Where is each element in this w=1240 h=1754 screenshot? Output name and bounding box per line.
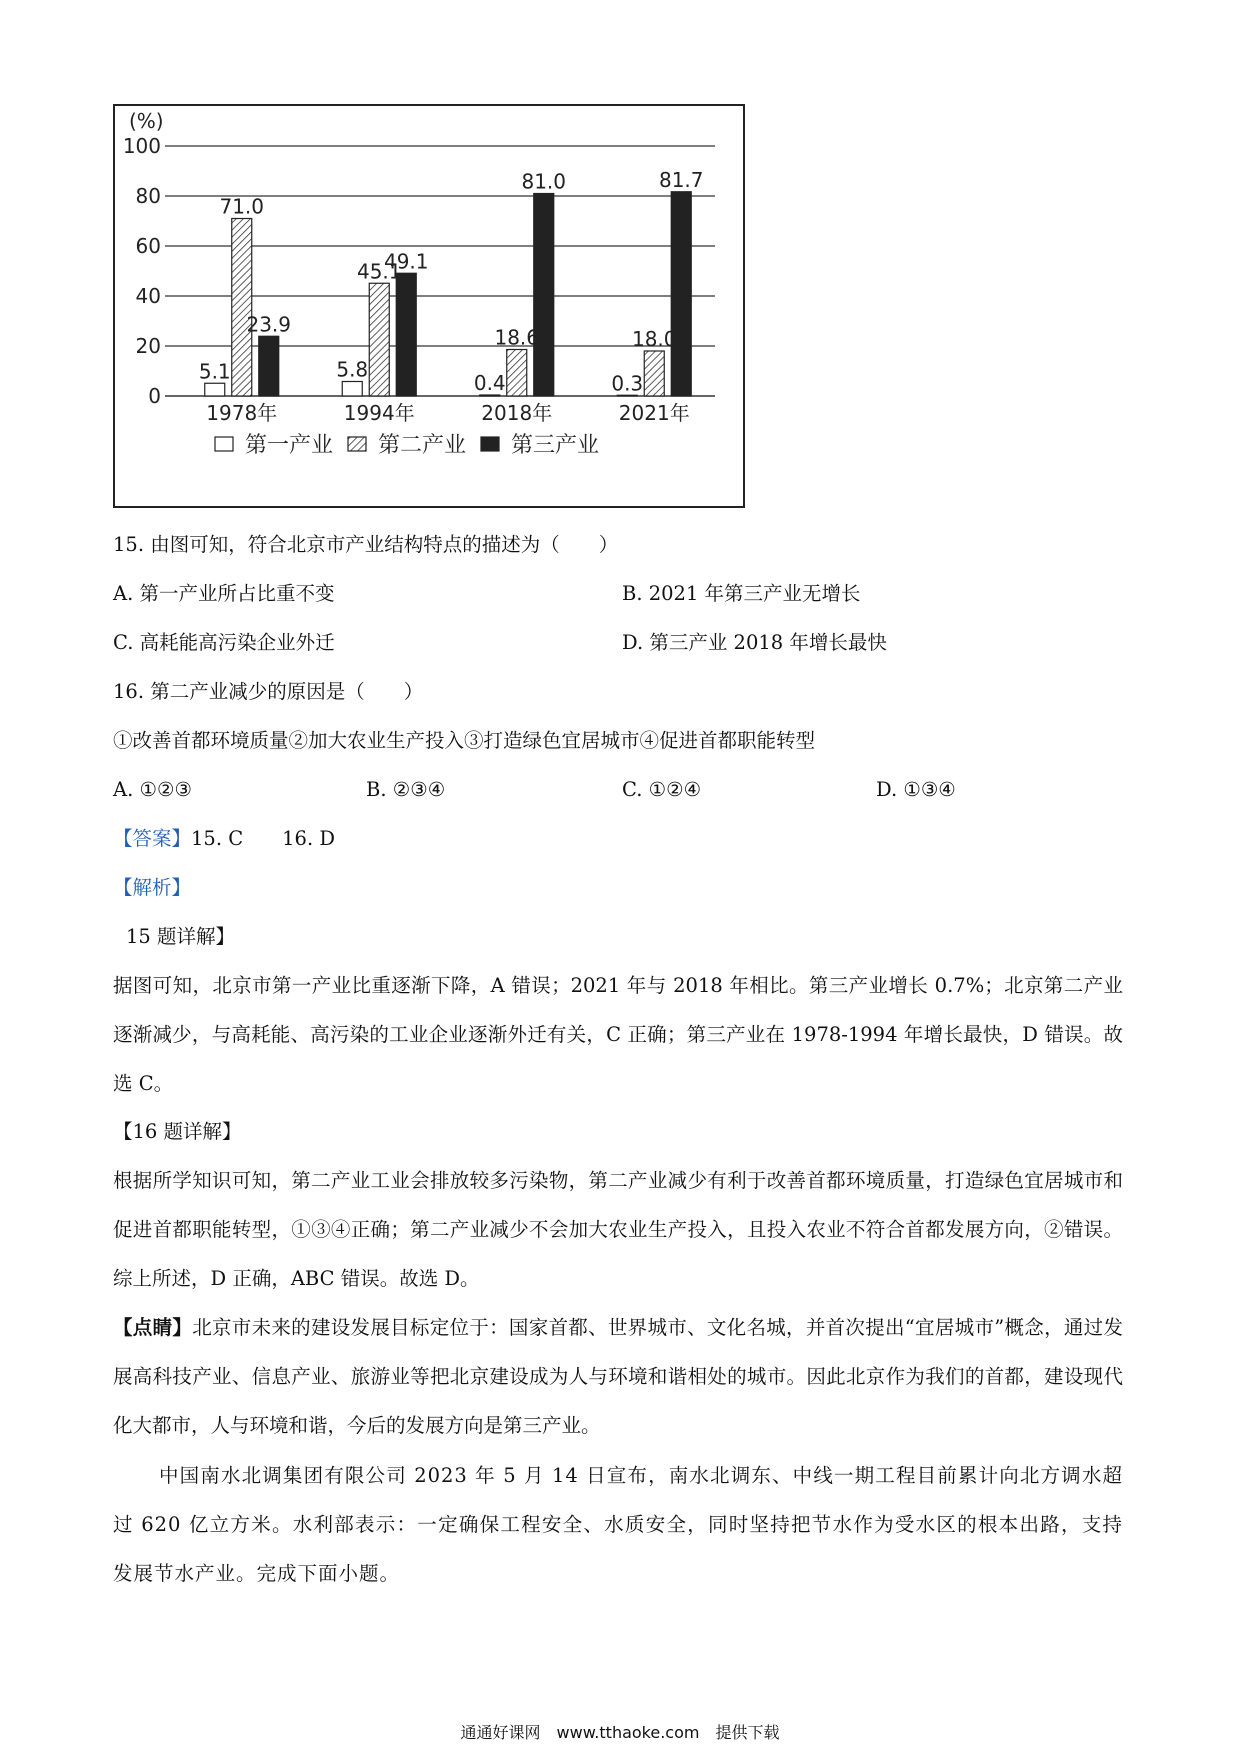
q15-option-c: C. 高耗能高污染企业外迁 <box>113 631 335 654</box>
x-tick-label: 2021年 <box>618 401 690 425</box>
data-label: 23.9 <box>246 312 292 337</box>
q15-option-d: D. 第三产业 2018 年增长最快 <box>622 631 887 654</box>
y-tick-label: 80 <box>135 184 161 208</box>
note-paragraph <box>113 1303 1123 1450</box>
answer-text: 15. C 16. D <box>191 827 335 850</box>
data-label: 0.4 <box>473 371 506 395</box>
y-axis-unit-label: (%) <box>129 109 164 133</box>
data-label: 81.7 <box>658 167 704 192</box>
data-label: 5.1 <box>198 359 231 384</box>
data-label: 5.8 <box>336 357 369 382</box>
answer-tag: 【答案】 <box>113 827 192 850</box>
legend-swatch-第三产业 <box>481 437 499 451</box>
q16-option-d: D. ①③④ <box>876 778 956 801</box>
note-body: 北京市未来的建设发展目标定位于：国家首都、世界城市、文化名城，并首次提出“宜居城市”概念，通过发展高科技产业、信息产业、旅游业等把北京建设成为人与环境和谐相处的城市。因此北京作为我们的首都，建设现代化大都市，人与环境和谐，今后的发展方向是第三产业。 <box>113 1316 1123 1437</box>
legend-label: 第一产业 <box>245 433 334 458</box>
y-tick-label: 60 <box>135 234 161 258</box>
bar-第一产业 <box>480 395 500 396</box>
bar-第一产业 <box>617 395 637 396</box>
bar-第一产业 <box>342 382 362 397</box>
detail15-body: 据图可知，北京市第一产业比重逐渐下降，A 错误；2021 年与 2018 年相比。第三产业增长 0.7%；北京第二产业逐渐减少，与高耗能、高污染的工业企业逐渐外迁有关，C 正确；第三产业在 1978-1994 年增长最快，D 错误。故选 C。 <box>113 974 1123 1095</box>
bar-第三产业 <box>259 336 279 396</box>
legend-swatch-第一产业 <box>215 437 233 451</box>
bar-第三产业 <box>396 273 416 396</box>
bar-第一产业 <box>205 383 225 396</box>
next-questions-intro: 中国南水北调集团有限公司 2023 年 5 月 14 日宣布，南水北调东、中线一期工程目前累计向北方调水超过 620 亿立方米。水利部表示：一定确保工程安全、水质安全，同时坚持把节水作为受水区的根本出路，支持发展节水产业。完成下面小题。 <box>113 1464 1123 1585</box>
y-tick-label: 100 <box>122 134 161 158</box>
legend-label: 第二产业 <box>378 433 467 458</box>
analysis-tag: 【解析】 <box>113 876 192 899</box>
q15-option-b: B. 2021 年第三产业无增长 <box>622 582 861 605</box>
q16-option-b: B. ②③④ <box>366 778 446 801</box>
y-tick-label: 40 <box>135 284 161 308</box>
x-tick-label: 1994年 <box>343 401 415 425</box>
bar-第二产业 <box>232 219 252 397</box>
legend-label: 第三产业 <box>511 433 600 458</box>
bar-第三产业 <box>671 192 691 396</box>
data-label: 81.0 <box>521 169 567 194</box>
detail15-heading: 15 题详解】 <box>126 925 236 948</box>
y-tick-label: 20 <box>135 334 161 358</box>
bar-第二产业 <box>644 351 664 396</box>
industry-structure-chart <box>113 104 745 508</box>
legend-swatch-第二产业 <box>348 437 366 451</box>
bar-第二产业 <box>369 283 389 396</box>
q15-stem: 15. 由图可知，符合北京市产业结构特点的描述为（ ） <box>113 533 619 556</box>
x-tick-label: 1978年 <box>206 401 278 425</box>
y-tick-label: 0 <box>148 384 161 408</box>
answer-line <box>113 825 335 853</box>
q16-items: ①改善首都环境质量②加大农业生产投入③打造绿色宜居城市④促进首都职能转型 <box>113 729 816 752</box>
data-label: 49.1 <box>383 249 429 274</box>
q16-stem: 16. 第二产业减少的原因是（ ） <box>113 680 424 703</box>
x-tick-label: 2018年 <box>481 401 553 425</box>
q16-option-a: A. ①②③ <box>113 778 192 801</box>
detail16-body: 根据所学知识可知，第二产业工业会排放较多污染物，第二产业减少有利于改善首都环境质量，打造绿色宜居城市和促进首都职能转型，①③④正确；第二产业减少不会加大农业生产投入，且投入农业不符合首都发展方向，②错误。综上所述，D 正确，ABC 错误。故选 D。 <box>113 1169 1123 1290</box>
bar-第二产业 <box>507 350 527 397</box>
q15-option-a: A. 第一产业所占比重不变 <box>113 582 335 605</box>
bar-第三产业 <box>534 194 554 397</box>
data-label: 45.1 <box>356 259 402 284</box>
data-label: 0.3 <box>611 371 644 396</box>
data-label: 71.0 <box>219 194 265 219</box>
page-footer: 通通好课网 www.tthaoke.com 提供下载 <box>460 1723 780 1742</box>
note-tag: 【点睛】 <box>113 1316 193 1339</box>
data-label: 18.6 <box>494 325 540 350</box>
detail16-heading: 【16 题详解】 <box>113 1120 242 1143</box>
chart-svg <box>115 106 743 506</box>
data-label: 18.0 <box>631 327 677 351</box>
q16-option-c: C. ①②④ <box>622 778 702 801</box>
